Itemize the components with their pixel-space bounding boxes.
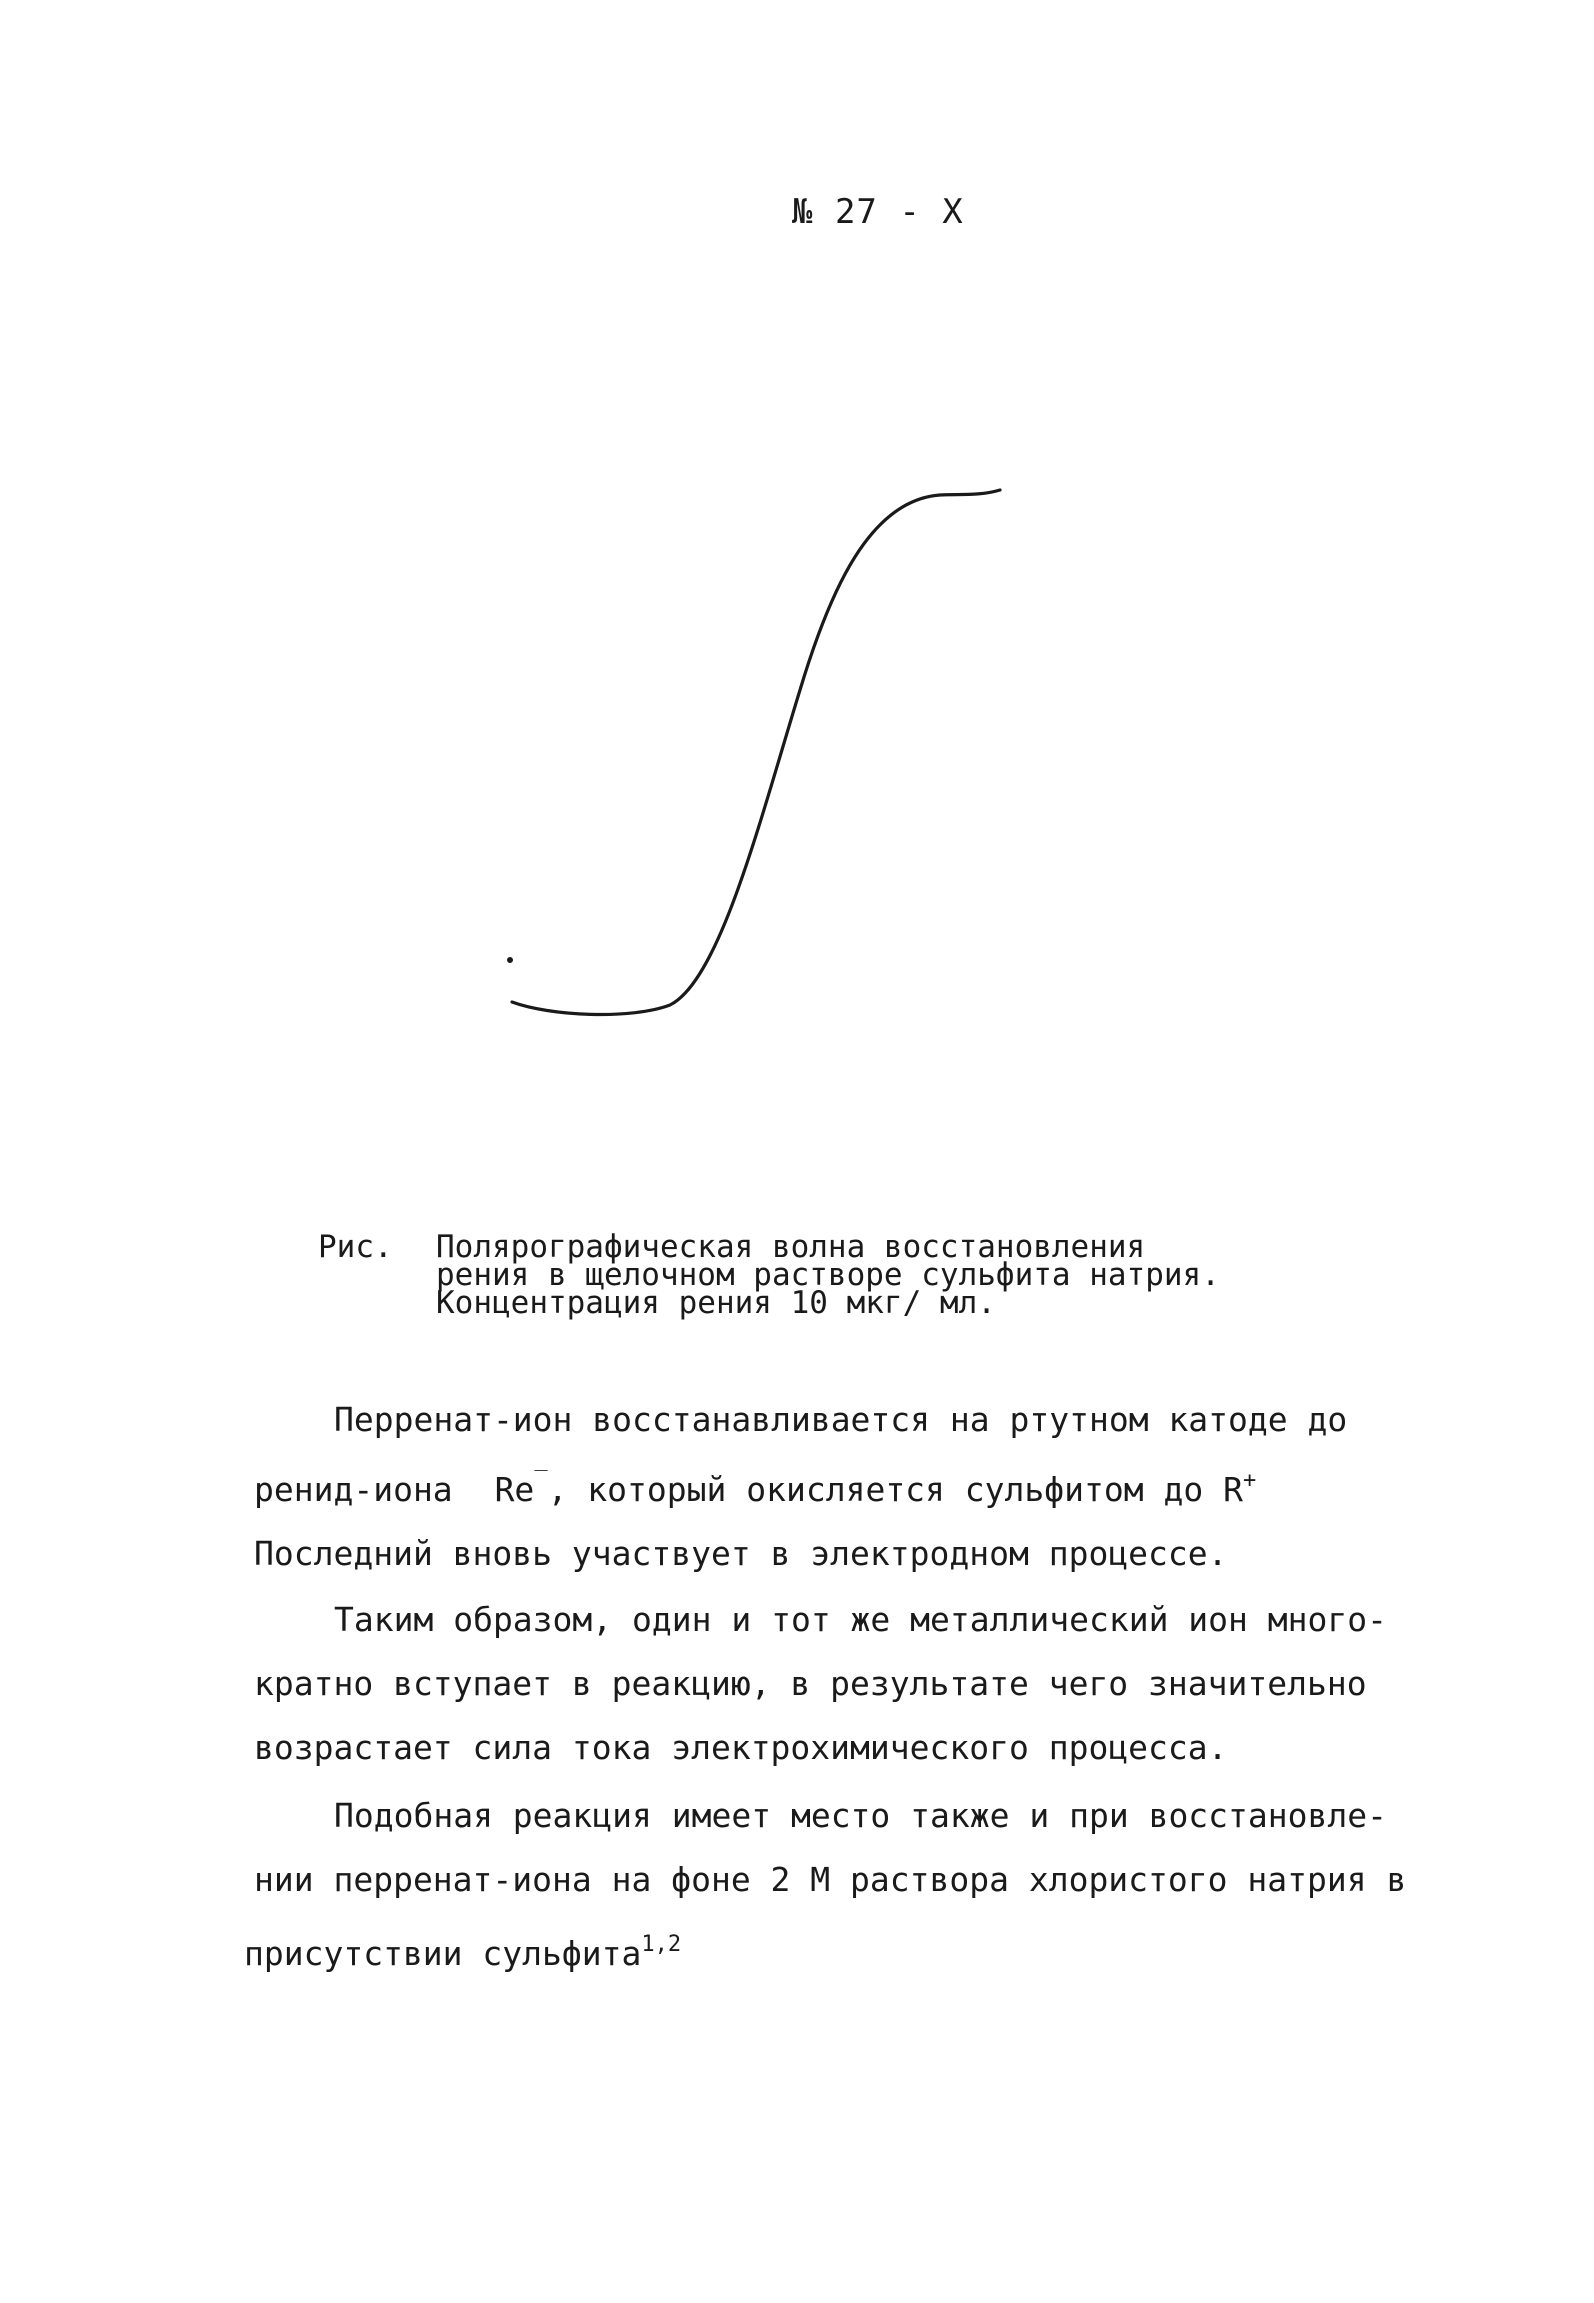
page-number: № 27 - X — [792, 192, 964, 232]
p1-l2-part-a: ренид-иона — [254, 1470, 453, 1509]
rhenide-ion-symbol: Re — [494, 1470, 535, 1509]
p1-l2-part-b: , который окисляется сульфитом до R — [547, 1470, 1243, 1509]
paragraph-2-line-3: возрастает сила тока электрохимического процесса. — [254, 1728, 1228, 1767]
paragraph-1-line-2 — [254, 1470, 1256, 1509]
paragraph-2-line-1: Таким образом, один и тот же металлический ион много- — [334, 1600, 1387, 1639]
caption-label: Рис. — [318, 1229, 393, 1265]
caption-line-2: рения в щелочном растворе сульфита натрия. — [436, 1257, 1220, 1293]
paragraph-1-line-3: Последний вновь участвует в электродном процессе. — [254, 1534, 1228, 1573]
paragraph-2-line-2: кратно вступает в реакцию, в результате чего значительно — [254, 1664, 1367, 1703]
rhenide-ion-charge: ‾ — [534, 1468, 548, 1493]
paragraph-3-line-1: Подобная реакция имеет место также и при восстановле- — [334, 1796, 1387, 1835]
rhenide-ion — [495, 1470, 548, 1509]
paragraph-1-line-1: Перренат-ион восстанавливается на ртутном катоде до — [334, 1400, 1348, 1439]
caption-line-1: Полярографическая волна восстановления — [436, 1229, 1146, 1265]
reference-superscript: 1,2 — [641, 1932, 682, 1957]
p1-l2-superscript: + — [1242, 1468, 1257, 1493]
paragraph-3-line-2: нии перренат-иона на фоне 2 М раствора хлористого натрия в — [254, 1860, 1407, 1899]
caption-line-3: Концентрация рения 10 мкг/ мл. — [436, 1285, 996, 1321]
paragraph-3-line-3 — [244, 1934, 681, 1973]
p3-l3-text: присутствии сульфита — [244, 1934, 642, 1973]
